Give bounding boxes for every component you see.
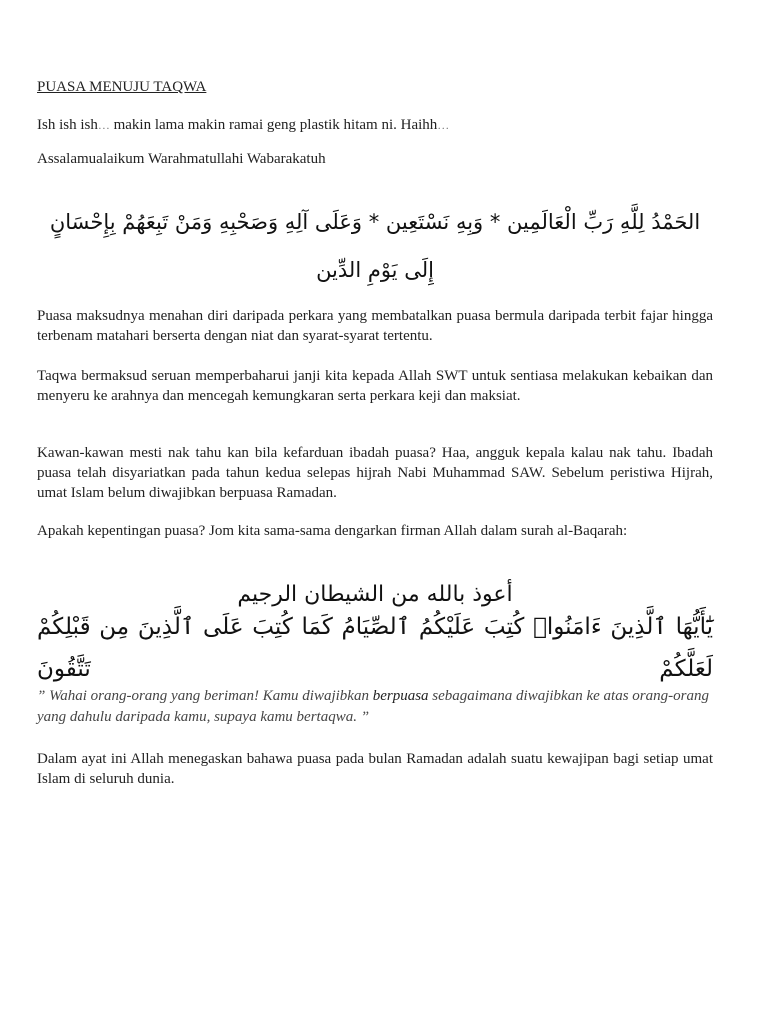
- greeting: Assalamualaikum Warahmatullahi Wabarakatuh: [37, 151, 326, 167]
- translation-part-3: sebagaimana diwajibkan ke atas orang-orang yang dahulu daripada kamu, supaya kamu bertaqwa. ”: [37, 688, 709, 725]
- intro-line: [37, 117, 449, 134]
- arabic-verse: يَٰٓأَيُّهَا ٱلَّذِينَ ءَامَنُوا۟ كُتِبَ عَلَيْكُمُ ٱلصِّيَامُ كَمَا كُتِبَ عَلَى ٱلَّذِينَ مِن قَبْلِكُمْ لَعَلَّكُمْ تَتَّقُونَ: [37, 614, 713, 682]
- paragraph-dalam: Dalam ayat ini Allah menegaskan bahawa puasa pada bulan Ramadan adalah suatu kewajipan bagi setiap umat Islam di seluruh dunia.: [37, 751, 713, 787]
- intro-text-2: makin lama makin ramai geng plastik hitam ni. Haihh: [109, 117, 438, 133]
- arabic-taawudh: أعوذ بالله من الشيطان الرجيم: [237, 582, 513, 607]
- intro-ellipsis: …: [97, 118, 110, 132]
- intro-text: Ish ish ish: [37, 117, 98, 133]
- document-title: PUASA MENUJU TAQWA: [37, 79, 207, 95]
- intro-ellipsis-2: …: [437, 118, 450, 132]
- paragraph-apakah: Apakah kepentingan puasa? Jom kita sama-sama dengarkan firman Allah dalam surah al-Baqarah:: [37, 523, 628, 539]
- verse-translation: [37, 686, 713, 728]
- arabic-dua: الحَمْدُ لِلَّهِ رَبِّ الْعَالَمِين * وَبِهِ نَسْتَعِين * وَعَلَى آلِهِ وَصَحْبِهِ وَمَنْ تَبِعَهُمْ بِإِحْسَانٍ إِلَى يَوْمِ الدِّين: [49, 210, 701, 282]
- paragraph-taqwa: Taqwa bermaksud seruan memperbaharui janji kita kepada Allah SWT untuk sentiasa melakukan kebaikan dan menyeru ke arahnya dan mencegah kemungkaran serta perkara keji dan maksiat.: [37, 368, 713, 404]
- paragraph-kawan: Kawan-kawan mesti nak tahu kan bila kefarduan ibadah puasa? Haa, angguk kepala kalau nak tahu. Ibadah puasa telah disyariatkan pada tahun kedua selepas hijrah Nabi Muhammad SAW. Sebelum peristiwa Hijrah, umat Islam belum diwajibkan berpuasa Ramadan.: [37, 445, 713, 501]
- paragraph-puasa: Puasa maksudnya menahan diri daripada perkara yang membatalkan puasa bermula daripada terbit fajar hingga terbenam matahari berserta dengan niat dan syarat-syarat tertentu.: [37, 308, 713, 344]
- translation-part-2: berpuasa: [372, 688, 429, 704]
- translation-part-1: ” Wahai orang-orang yang beriman! Kamu diwajibkan: [37, 688, 373, 704]
